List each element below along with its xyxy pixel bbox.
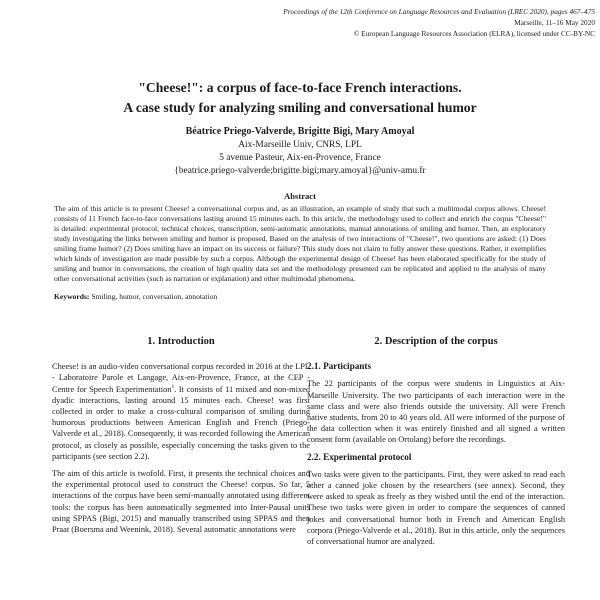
title-line-1: "Cheese!": a corpus of face-to-face French interactions. (138, 80, 462, 95)
abstract-text: The aim of this article is to present Cheese! a conversational corpus and, as an illustration, an example of study that such a multimodal corpus allows. Cheese! consists of 11 French face-to-face conversations lasting around 15 minutes each. In this article, the methodology used to collect and enrich the corpus "Cheese!" is detailed: experimental protocol, technical choices, transcription, semi-automatic annotations, manual annotations of smiling and humor. Then, an exploratory study investigating the links between smiling and humor is proposed. Based on the analysis of two interactions of "Cheese!", two questions are asked: (1) Does smiling frame humor? (2) Does smiling have an impact on its success or failure? This study does not claim to fully answer these questions. Rather, it exemplifies which kinds of investigation are made possible by such a corpus. Although the experimental design of Cheese! has been elaborated specifically for the study of smiling and humor in conversations, the creation of high quality data set and the methodology presented can be replicated and applied to the analysis of many other conversational activities (such as narration or explanation) and other multimodal phenomena. (54, 204, 546, 283)
protocol-paragraph: Two tasks were given to the participants. First, they were asked to read each other a canned joke chosen by the researchers (see annex). Second, they were asked to speak as freely as they wished until the end of the interaction. These two tasks were given in order to compare the sequences of canned jokes and conversational humor both in French and American English corpora (Priego-Valverde et al., 2018). But in this article, only the sequences of conversational humor are analyzed. (307, 469, 565, 547)
subsection-heading-protocol: 2.2. Experimental protocol (307, 451, 412, 462)
author-names: Béatrice Priego-Valverde, Brigitte Bigi, Mary Amoyal (185, 126, 415, 137)
subsection-heading-participants: 2.1. Participants (307, 361, 372, 372)
intro-paragraph-1 (52, 361, 310, 462)
right-column (307, 336, 565, 553)
left-column (52, 336, 310, 541)
keywords-label: Keywords: (54, 292, 90, 301)
intro-p1-continued: . It consists of 11 mixed and non-mixed dyadic interactions, lasting around 15 minutes each. Cheese! was first collected in order to make a cross-cultural comparison of smiling during humorous productions between American English and French (Priego-Valverde et al., 2018). Consequently, it was recorded following the American protocol, as closely as possible, especially concerning the tasks given to the participants (see section 2.2). (52, 384, 310, 461)
proceedings-citation: Proceedings of the 12th Conference on Language Resources and Evaluation (LREC 2020), pages 467–475 (283, 7, 595, 16)
paper-title (0, 78, 600, 118)
abstract-heading: Abstract (284, 191, 316, 201)
author-block (0, 125, 600, 178)
emails: {beatrice.priego-valverde;brigitte.bigi;mary.amoyal}@univ-amu.fr (174, 166, 426, 176)
conference-location: Marseille, 11–16 May 2020 (514, 18, 595, 27)
keywords-text: Smiling, humor, conversation, annotation (91, 292, 218, 301)
keywords (54, 292, 546, 301)
address: 5 avenue Pasteur, Aix-en-Provence, France (219, 153, 381, 163)
section-heading-corpus: 2. Description of the corpus (374, 336, 498, 347)
proceedings-header (250, 6, 595, 39)
license-note: © European Language Resources Association (ELRA), licensed under CC-BY-NC (353, 29, 595, 38)
title-line-2: A case study for analyzing smiling and conversational humor (123, 100, 477, 115)
affiliation: Aix-Marseille Univ, CNRS, LPL (238, 140, 362, 150)
footnote-marker[interactable]: 1 (171, 383, 175, 390)
intro-p1-text: Cheese! is an audio-video conversational corpus recorded in 2016 at the LPL - Laboratoire Parole et Langage, Aix-en-Provence, France, at the CEP - Centre for Speech Experimentation (52, 362, 310, 394)
intro-paragraph-2: The aim of this article is twofold. First, it presents the technical choices and the experimental protocol used to construct the Cheese! corpus. So far, 5 interactions of the corpus have been semi-manually annotated using different tools: the corpus has been automatically segmented into Inter-Pausal units using SPPAS (Bigi, 2015) and manually transcribed using SPPAS and then Praat (Boersma and Weenink, 2018). Several automatic annotations were (52, 469, 310, 535)
section-heading-introduction: 1. Introduction (147, 336, 215, 347)
participants-paragraph: The 22 participants of the corpus were students in Linguistics at Aix-Marseille University. The two participants of each interaction were in the same class and were also friends outside the university. All were French native students, from 20 to 40 years old. All were informed of the purpose of the data collection when it was entirely finished and all signed a written consent form (available on Ortolang) before the recordings. (307, 379, 565, 445)
